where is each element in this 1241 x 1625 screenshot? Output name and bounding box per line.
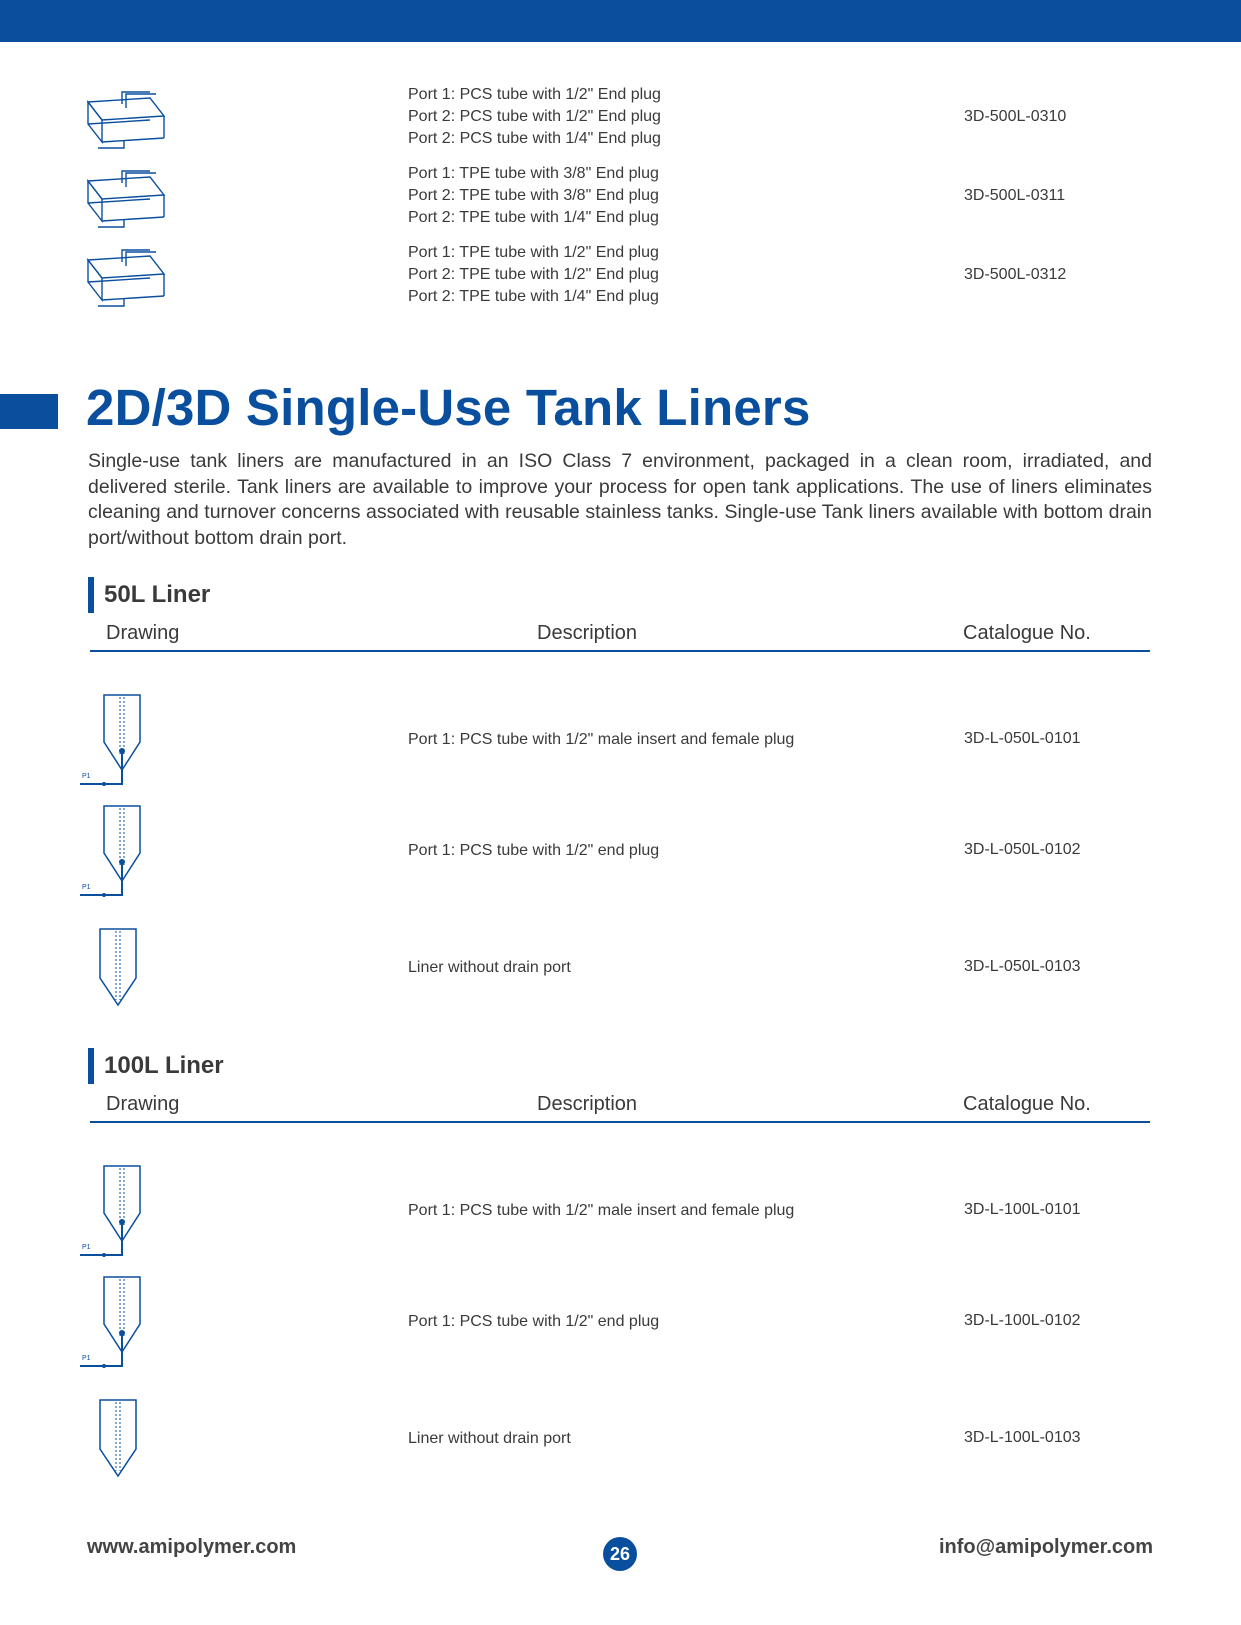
section-heading-100l: 100L Liner	[88, 1048, 224, 1084]
port-label: P1	[82, 1244, 91, 1251]
tank-3d-drawing	[84, 167, 168, 233]
description-cell: Port 1: PCS tube with 1/2" male insert and female plug	[408, 731, 795, 748]
column-header-catalogue: Catalogue No.	[963, 622, 1091, 644]
tank-3d-drawing	[84, 88, 168, 154]
column-header-description: Description	[537, 1093, 638, 1115]
header-rule	[90, 1121, 1150, 1123]
top-row-line: Port 1: TPE tube with 3/8" End plug	[408, 165, 659, 182]
top-row-line: Port 2: TPE tube with 1/2" End plug	[408, 266, 659, 283]
catalogue-number: 3D-L-100L-0103	[964, 1429, 1081, 1446]
top-row-line: Port 2: TPE tube with 3/8" End plug	[408, 187, 659, 204]
description-cell: Liner without drain port	[408, 959, 571, 976]
top-row-line: Port 1: TPE tube with 1/2" End plug	[408, 244, 659, 261]
liner-drain-drawing	[78, 805, 144, 897]
catalogue-number: 3D-L-050L-0101	[964, 730, 1081, 747]
column-header-drawing: Drawing	[106, 622, 180, 644]
liner-drawing	[98, 928, 140, 1008]
liner-drain-drawing	[78, 1276, 144, 1368]
liner-drain-drawing	[78, 1165, 144, 1257]
catalogue-number: 3D-500L-0312	[964, 266, 1067, 283]
section-heading-50l: 50L Liner	[88, 577, 210, 613]
top-row-line: Port 2: TPE tube with 1/4" End plug	[408, 209, 659, 226]
page-number: 26	[603, 1537, 637, 1571]
footer-website[interactable]: www.amipolymer.com	[87, 1536, 297, 1558]
top-row-line: Port 2: TPE tube with 1/4" End plug	[408, 288, 659, 305]
port-label: P1	[82, 1355, 91, 1362]
tank-3d-drawing	[84, 246, 168, 312]
description-cell: Port 1: PCS tube with 1/2" end plug	[408, 1313, 660, 1330]
catalogue-number: 3D-500L-0310	[964, 108, 1067, 125]
catalogue-number: 3D-500L-0311	[964, 187, 1066, 204]
column-header-drawing: Drawing	[106, 1093, 180, 1115]
description-cell: Liner without drain port	[408, 1430, 571, 1447]
catalogue-number: 3D-L-100L-0101	[964, 1201, 1081, 1218]
top-row-line: Port 2: PCS tube with 1/2" End plug	[408, 108, 661, 125]
column-header-description: Description	[537, 622, 638, 644]
column-header-catalogue: Catalogue No.	[963, 1093, 1091, 1115]
liner-drawing	[98, 1399, 140, 1479]
liner-drain-drawing	[78, 694, 144, 786]
intro-paragraph: Single-use tank liners are manufactured in an ISO Class 7 environment, packaged in a clean room, irradiated, and delivered sterile. Tank liners are available to improve your process for open tank applications. The use of liners eliminates cleaning and turnover concerns associated with reusable stainless tanks. Single-use Tank liners available with bottom drain port/without bottom drain port.	[88, 450, 1152, 549]
description-cell: Port 1: PCS tube with 1/2" end plug	[408, 842, 660, 859]
section-marker	[0, 394, 58, 429]
catalogue-number: 3D-L-050L-0103	[964, 958, 1081, 975]
page-title: 2D/3D Single-Use Tank Liners	[86, 379, 811, 436]
port-label: P1	[82, 773, 91, 780]
port-label: P1	[82, 884, 91, 891]
footer-email[interactable]: info@amipolymer.com	[939, 1536, 1153, 1558]
header-band	[0, 0, 1241, 42]
top-row-line: Port 1: PCS tube with 1/2" End plug	[408, 86, 661, 103]
top-row-line: Port 2: PCS tube with 1/4" End plug	[408, 130, 661, 147]
catalogue-number: 3D-L-100L-0102	[964, 1312, 1081, 1329]
description-cell: Port 1: PCS tube with 1/2" male insert and female plug	[408, 1202, 795, 1219]
catalogue-number: 3D-L-050L-0102	[964, 841, 1081, 858]
header-rule	[90, 650, 1150, 652]
